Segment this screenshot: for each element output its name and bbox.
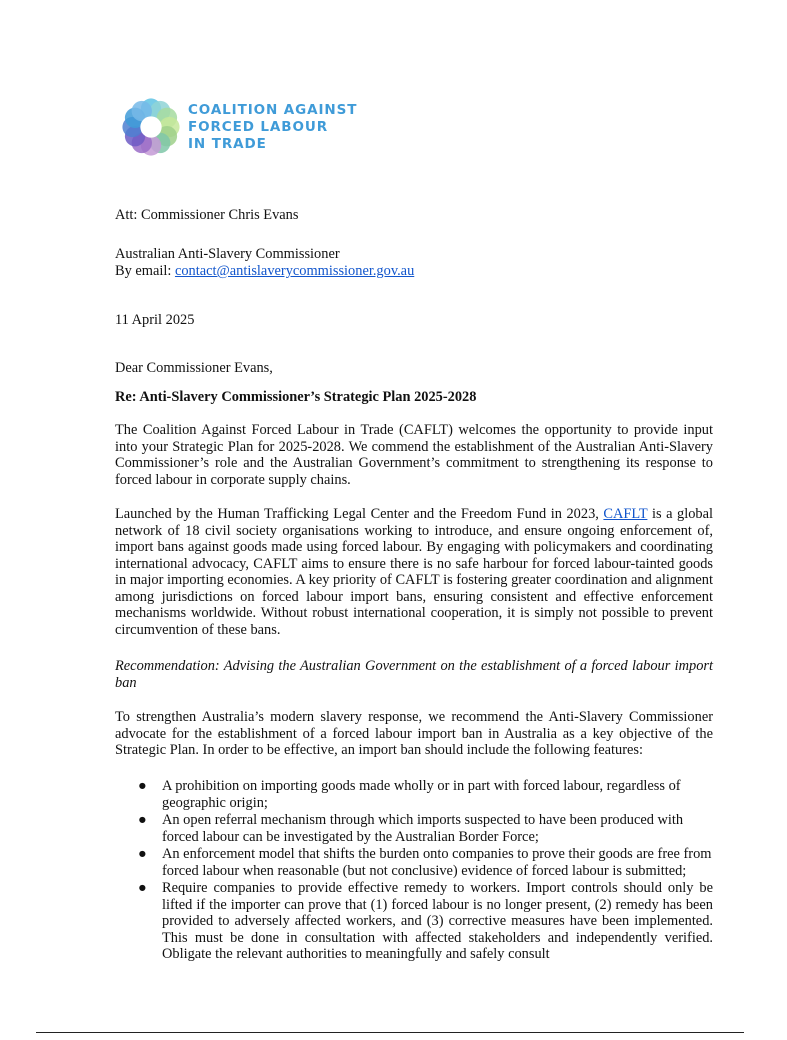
list-item-text: Require companies to provide effective remedy to workers. Import controls should only be lifted if the importer can prove that (1) forced labour is no longer present, (2) remedy has been provided to adversely affected workers, and (3) corrective measures have been implemented. This must be done in consultation with affected stakeholders and independently verified. Obligate the relevant authorities to meaningfully and safely consult [162, 880, 713, 962]
list-item [115, 778, 713, 811]
list-item [115, 812, 713, 845]
recommendation-heading-wrap [115, 658, 713, 691]
bullet-icon: ● [138, 880, 147, 896]
list-item-text: An open referral mechanism through which imports suspected to have been produced with forced labour can be investigated by the Australian Border Force; [162, 812, 684, 845]
caflt-link[interactable]: CAFLT [603, 506, 648, 522]
recommendation-heading: Recommendation: Advising the Australian Government on the establishment of a forced labour import ban [115, 658, 713, 691]
caflt-paragraph-rest: is a global network of 18 civil society organisations working to introduce, and ensure ongoing enforcement of, import bans against goods made using forced labour. By engaging with policymakers and coordinating international advocacy, CAFLT aims to ensure there is no safe harbour for forced labour-tainted goods in major importing economies. A key priority of CAFLT is fostering greater coordination and alignment among jurisdictions on forced labour import bans, ensuring consistent and effective enforcement mechanisms worldwide. Without robust international cooperation, it is simply not possible to prevent circumvention of these bans. [115, 506, 713, 638]
caflt-paragraph-wrap [115, 506, 713, 638]
footer-divider [36, 1032, 744, 1033]
logo-wordmark-line1: COALITION AGAINST [188, 101, 358, 118]
salutation: Dear Commissioner Evans, [115, 360, 273, 376]
list-item-text: A prohibition on importing goods made wholly or in part with forced labour, regardless of geographic origin; [162, 778, 681, 811]
caflt-logo-mark-icon [120, 96, 182, 158]
email-prefix: By email: [115, 263, 175, 279]
bullet-icon: ● [138, 846, 147, 862]
list-item [115, 880, 713, 963]
caflt-paragraph-start: Launched by the Human Trafficking Legal Center and the Freedom Fund in 2023, [115, 506, 604, 522]
letter-date: 11 April 2025 [115, 312, 195, 328]
caflt-logo [120, 96, 357, 158]
subject-line: Re: Anti-Slavery Commissioner’s Strategic Plan 2025-2028 [115, 389, 477, 405]
import-ban-paragraph: To strengthen Australia’s modern slavery response, we recommend the Anti-Slavery Commissioner advocate for the establishment of a forced labour import ban in Australia as a key objective of the Strategic Plan. In order to be effective, an import ban should include the following features: [115, 709, 713, 758]
recipient-title: Australian Anti-Slavery Commissioner [115, 246, 340, 262]
logo-wordmark [188, 102, 357, 153]
intro-paragraph-wrap [115, 422, 713, 488]
logo-wordmark-line2: FORCED LABOUR [188, 118, 329, 135]
bullet-icon: ● [138, 778, 147, 794]
attention-line: Att: Commissioner Chris Evans [115, 207, 299, 223]
intro-paragraph: The Coalition Against Forced Labour in Trade (CAFLT) welcomes the opportunity to provide input into your Strategic Plan for 2025-2028. We commend the establishment of the Australian Anti-Slavery Commissioner’s role and the Australian Government’s commitment to strengthening its response to forced labour in corporate supply chains. [115, 422, 713, 488]
caflt-paragraph [115, 506, 713, 638]
import-ban-features-list [115, 778, 713, 964]
import-ban-paragraph-wrap [115, 709, 713, 759]
email-line [115, 263, 414, 280]
bullet-icon: ● [138, 812, 147, 828]
list-item [115, 846, 713, 879]
list-item-text: An enforcement model that shifts the burden onto companies to prove their goods are free from forced labour when reasonable (but not conclusive) evidence of forced labour is submitted; [162, 846, 712, 879]
logo-wordmark-line3: IN TRADE [188, 135, 267, 152]
email-link[interactable]: contact@antislaverycommissioner.gov.au [174, 263, 415, 279]
